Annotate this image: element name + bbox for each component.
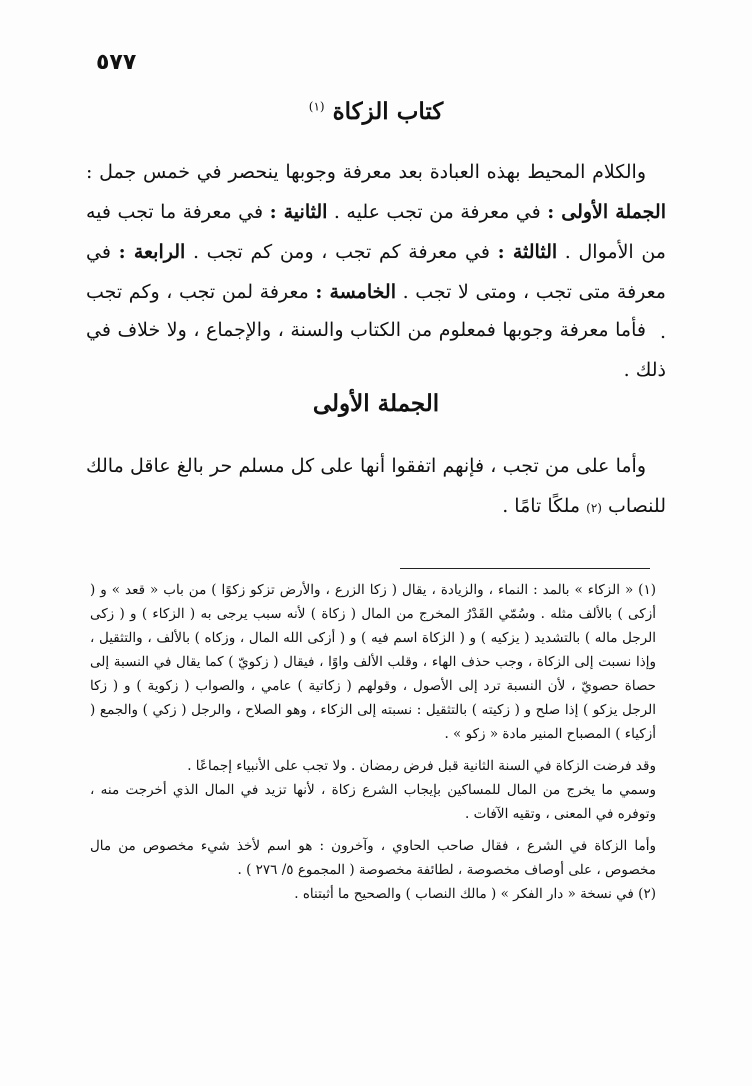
intro-text-d: في معرفة كم تجب ، ومن كم تجب .: [185, 241, 498, 263]
footnote-ref-1: (١): [308, 99, 325, 114]
footnote-1-sharia: وأما الزكاة في الشرع ، فقال صاحب الحاوي ، وآخرون : هو اسم لأخذ شيء مخصوص من مال مخصوص ، على أوصاف مخصوصة ، لطائفة مخصوصة ( المجموع ٥/ ٢٧٦ ) .: [90, 838, 656, 878]
footnote-1-naming: وسمي ما يخرج من المال للمساكين بإيجاب الشرع زكاة ، لأنها تزيد في المال الذي أخرجت منه ، وتوفره في المعنى ، وتقيه الآفات .: [90, 782, 656, 822]
term-third: الثالثة :: [497, 241, 558, 263]
term-fourth: الرابعة :: [118, 241, 186, 263]
intro-text-b: في معرفة من تجب عليه .: [327, 201, 548, 223]
intro-text-a: والكلام المحيط بهذه العبادة بعد معرفة وجوبها ينحصر في خمس جمل :: [86, 161, 646, 183]
term-fifth: الخامسة :: [315, 281, 396, 303]
footnotes: [90, 578, 656, 906]
chapter-title: [0, 98, 752, 125]
section-heading: الجملة الأولى: [312, 390, 440, 417]
obligation-text: فأما معرفة وجوبها فمعلوم من الكتاب والسنة ، والإجماع ، ولا خلاف في ذلك .: [86, 319, 666, 381]
footnote-1-definition: (١) « الزكاء » بالمد : النماء ، والزيادة ، يقال ( زكا الزرع ، والأرض تزكو زكوًا ) من باب « قعد » و ( أزكى ) بالألف مثله . وسُمّي القَدْرُ المخرج من المال ( زكاة ) لأنه سبب يرجى به ( الزكاء ) و ( زكى الرجل ماله ) بالتشديد ( يزكيه ) و ( الزكاة اسم فيه ) و ( أزكى الله المال ، وزكاه ) بالألف ، والتثقيل ، وإذا نسبت إلى الزكاة ، وجب حذف الهاء ، وقلب الألف واوًا ، فيقال ( زكويّ ) كما يقال في النسبة إلى حصاة حصويّ ، لأن النسبة ترد إلى الأصول ، وقولهم ( زكاتية ) عامي ، والصواب ( زكوية ) و ( زكا الرجل يزكو ) إذا صلح و ( زكيته ) بالتثقيل : نسبته إلى الزكاء ، وهو الصلاح ، والرجل ( زكي ) والجمع ( أزكياء ) المصباح المنير مادة « زكو » .: [90, 582, 656, 742]
footnote-ref-2: (٢): [586, 501, 602, 515]
section-text-b: ملكًا تامًا .: [502, 495, 587, 517]
obligation-paragraph: [86, 310, 666, 390]
section-paragraph: [86, 446, 666, 528]
page-number: ٥٧٧: [96, 50, 137, 75]
footnote-1-obligation: وقد فرضت الزكاة في السنة الثانية قبل فرض رمضان . ولا تجب على الأنبياء إجماعًا .: [187, 758, 656, 774]
intro-text-c: في معرفة ما تجب فيه من الأموال .: [86, 201, 666, 263]
section-text-a: وأما على من تجب ، فإنهم اتفقوا أنها على كل مسلم حر بالغ عاقل مالك للنصاب: [86, 455, 666, 517]
intro-text-e: في معرفة متى تجب ، ومتى لا تجب .: [86, 241, 666, 303]
footnote-2: (٢) في نسخة « دار الفكر » ( مالك النصاب ) والصحيح ما أثبتناه .: [294, 886, 656, 902]
chapter-title-text: كتاب الزكاة: [332, 98, 444, 125]
term-first: الجملة الأولى :: [547, 201, 667, 223]
footnote-separator: [400, 568, 650, 569]
intro-text-f: معرفة لمن تجب ، وكم تجب .: [86, 281, 666, 343]
term-second: الثانية :: [269, 201, 328, 223]
